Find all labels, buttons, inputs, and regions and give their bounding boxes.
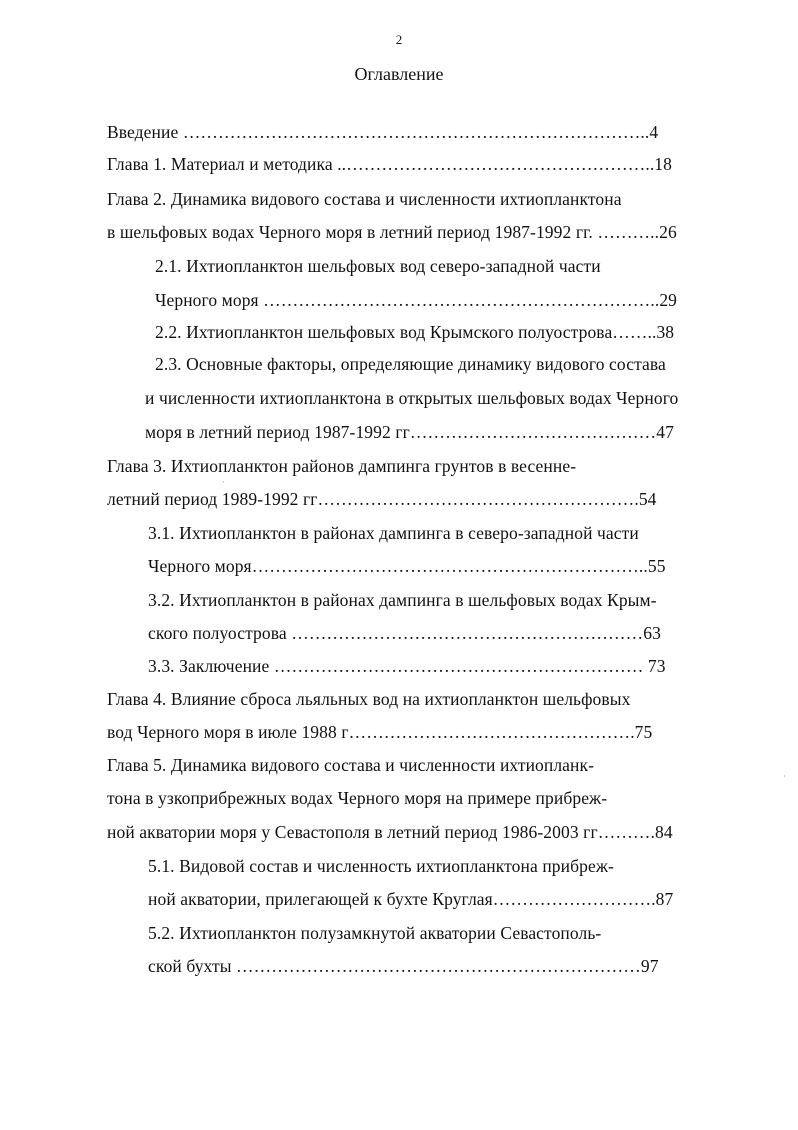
toc-line: Глава 2. Динамика видового состава и численности ихтиопланктона <box>107 189 622 209</box>
toc-line: 2.3. Основные факторы, определяющие динамику видового состава <box>155 354 666 374</box>
scan-speck: · <box>783 772 786 781</box>
page-number: 2 <box>395 32 403 47</box>
toc-line: вод Черного моря в июле 1988 г………………………………………….75 <box>107 722 653 742</box>
toc-line: в шельфовых водах Черного моря в летний период 1987-1992 гг. ………..26 <box>107 222 677 242</box>
toc-line: 2.1. Ихтиопланктон шельфовых вод северо-западной части <box>155 256 601 276</box>
toc-line: Глава 1. Материал и методика ..……………………………………………..18 <box>107 154 673 174</box>
toc-line: моря в летний период 1987-1992 гг……………………………………47 <box>145 422 674 442</box>
toc-line: 5.1. Видовой состав и численность ихтиопланктона прибреж- <box>148 856 614 876</box>
toc-line: ской бухты ……………………………………………………………97 <box>148 956 659 976</box>
toc-line: 3.3. Заключение ……………………………………………………… 73 <box>148 656 666 676</box>
toc-line: тона в узкоприбрежных водах Черного моря на примере прибреж- <box>107 788 608 808</box>
toc-line: Глава 5. Динамика видового состава и численности ихтиопланк- <box>107 755 595 775</box>
toc-line: 2.2. Ихтиопланктон шельфовых вод Крымского полуострова……..38 <box>155 322 675 342</box>
toc-line: Черного моря…………………………………………………………..55 <box>148 556 666 576</box>
toc-line: Глава 3. Ихтиопланктон районов дампинга грунтов в весенне- <box>107 456 577 476</box>
toc-line: 3.2. Ихтиопланктон в районах дампинга в шельфовых водах Крым- <box>148 590 657 610</box>
toc-line: ского полуострова ……………………………………………………63 <box>148 623 661 643</box>
toc-line: летний период 1989-1992 гг……………………………………………….54 <box>107 489 657 509</box>
toc-line: 5.2. Ихтиопланктон полузамкнутой акватории Севастополь- <box>148 923 602 943</box>
toc-line: и численности ихтиопланктона в открытых шельфовых водах Черного <box>145 388 679 408</box>
toc-line: ной акватории моря у Севастополя в летний период 1986-2003 гг……….84 <box>107 822 673 842</box>
toc-line: Черного моря …………………………………………………………..29 <box>155 290 678 310</box>
toc-line: Введение ……………………………………………………………………..4 <box>107 122 659 142</box>
page-title: Оглавление <box>354 64 444 84</box>
toc-line: 3.1. Ихтиопланктон в районах дампинга в северо-западной части <box>148 523 639 543</box>
toc-line: ной акватории, прилегающей к бухте Круглая……………………….87 <box>148 889 674 909</box>
scan-speck: · <box>222 478 225 487</box>
toc-line: Глава 4. Влияние сброса льяльных вод на ихтиопланктон шельфовых <box>107 689 631 709</box>
